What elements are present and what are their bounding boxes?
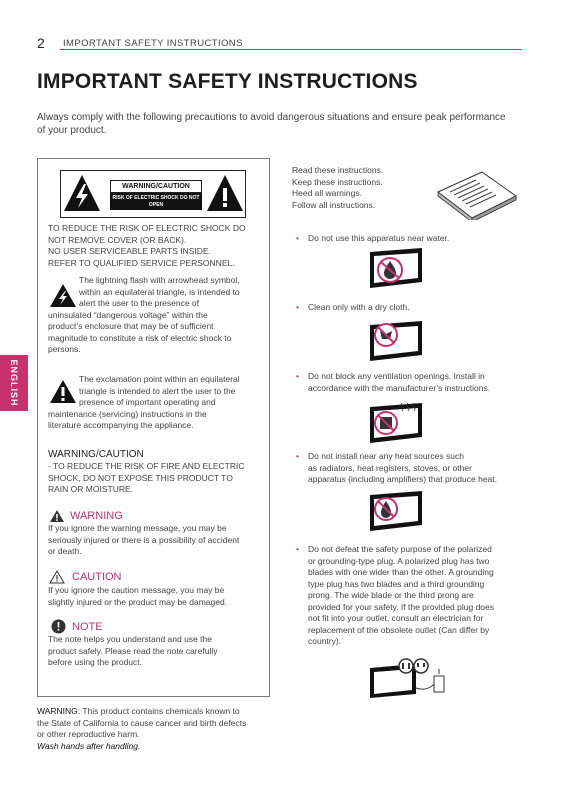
polarized-plug-tv-icon [366, 654, 456, 700]
lightning-line: within an equilateral triangle, is intended to [79, 286, 240, 297]
note-line: before using the product. [48, 657, 143, 667]
running-header: IMPORTANT SAFETY INSTRUCTIONS [63, 38, 243, 49]
bullet-dot: • [296, 302, 299, 312]
bullet-line: Do not use this apparatus near water. [308, 233, 450, 243]
shock-line: NOT REMOVE COVER (OR BACK). [48, 234, 187, 245]
no-wet-cloth-tv-icon [370, 321, 434, 363]
bullet-line: or grounding-type plug. A polarized plug has two [308, 555, 490, 566]
bullet-polarized-plug [296, 544, 521, 646]
note-line: product safely. Please read the note carefully [48, 645, 218, 656]
prop65-italic: Wash hands after handling. [37, 740, 141, 751]
bullet-line: Do not install near any heat sources such [308, 451, 464, 461]
note-line: The note helps you understand and use the [48, 634, 212, 644]
bullet-water [296, 233, 450, 245]
lightning-line: alert the user to the presence of [79, 298, 200, 308]
exclamation-triangle-icon [205, 172, 245, 214]
bullet-line: Clean only with a dry cloth. [308, 302, 410, 312]
warning-icon [49, 509, 65, 523]
bullet-line: accordance with the manufacturer’s instructions. [308, 382, 491, 393]
caution-caption-sub: RISK OF ELECTRIC SHOCK DO NOT OPEN [110, 193, 202, 210]
read-line: Read these instructions. [292, 165, 384, 175]
bullet-line: replacement of the obsolete outlet (Can differ by [308, 624, 490, 635]
bullet-text [308, 451, 497, 486]
bullet-line: blades with one wider than the other. A grounding [308, 567, 494, 577]
bullet-text [308, 544, 494, 648]
bullet-line: type plug has two blades and a third grounding [308, 578, 485, 589]
prop65-warning [37, 706, 277, 752]
exclaim-line: maintenance (servicing) instructions in the [48, 408, 207, 419]
read-instructions [292, 165, 383, 211]
shock-text [48, 223, 263, 269]
read-line: Follow all instructions. [292, 199, 376, 210]
page-title: IMPORTANT SAFETY INSTRUCTIONS [37, 70, 418, 93]
exclaim-text [48, 374, 263, 432]
bullet-dot: • [296, 371, 299, 381]
language-tab [0, 355, 28, 411]
caution-line: If you ignore the caution message, you may be [48, 585, 225, 595]
exclaim-line: literature accompanying the appliance. [48, 420, 194, 430]
warning-line: seriously injured or there is a possibility of accident [48, 534, 240, 545]
fire-line: - TO REDUCE THE RISK OF FIRE AND ELECTRIC [48, 461, 245, 471]
note-label: NOTE [72, 621, 103, 633]
language-label: ENGLISH [9, 359, 19, 407]
bullet-dot: • [296, 544, 299, 554]
bullet-line: as radiators, heat registers, stoves, or other [308, 462, 472, 473]
prop65-label: WARNING [37, 706, 78, 716]
bullet-dot: • [296, 451, 299, 461]
bullet-line: provided for your safety. If the provided plug does [308, 601, 495, 612]
manual-book-icon [436, 170, 518, 220]
shock-line: NO USER SERVICEABLE PARTS INSIDE. [48, 246, 211, 256]
warning-line: or death. [48, 546, 82, 556]
bullet-line: country). [308, 636, 342, 646]
prop65-line: the State of California to cause cancer and birth defects [37, 717, 247, 728]
header-rule [60, 49, 522, 50]
bullet-heat [296, 451, 521, 484]
lightning-line: product’s enclosure that may be of sufficient [48, 321, 214, 331]
note-text [48, 634, 266, 669]
shock-line: TO REDUCE THE RISK OF ELECTRIC SHOCK DO [48, 223, 246, 233]
bullet-dry-cloth [296, 302, 410, 314]
prop65-line: : This product contains chemicals known to [77, 706, 240, 716]
page-number: 2 [37, 35, 45, 51]
no-water-tv-icon [370, 248, 434, 290]
warning-label: WARNING [70, 510, 123, 522]
fire-line: RAIN OR MOISTURE. [48, 484, 134, 494]
bullet-dot: • [296, 233, 299, 243]
fire-text [48, 461, 263, 496]
bullet-text [308, 371, 490, 394]
bullet-line: prong. The wide blade or the third prong are [308, 590, 474, 600]
no-block-vent-tv-icon [370, 403, 434, 445]
note-icon [51, 619, 66, 634]
bullet-line: apparatus (including amplifiers) that produce heat. [308, 474, 497, 484]
lightning-line: uninsulated “dangerous voltage” within the [48, 309, 208, 320]
read-line: Keep these instructions. [292, 176, 383, 187]
lightning-text [48, 275, 263, 356]
intro-text: Always comply with the following precautions to avoid dangerous situations and ensure peak performance of your product. [37, 112, 506, 136]
exclaim-line: triangle is intended to alert the user to the [79, 385, 236, 396]
bullet-line: Do not block any ventilation openings. Install in [308, 371, 485, 381]
bullet-ventilation [296, 371, 521, 393]
no-heat-tv-icon [370, 491, 434, 533]
lightning-line: magnitude to constitute a risk of electric shock to [48, 332, 232, 343]
prop65-line: or other reproductive harm. [37, 729, 140, 739]
bullet-line: Do not defeat the safety purpose of the polarized [308, 544, 492, 554]
lightning-triangle-icon [62, 172, 102, 214]
caution-caption: WARNING/CAUTION [110, 180, 202, 193]
caution-text [48, 585, 266, 608]
warning-text [48, 523, 266, 558]
caution-label: CAUTION [72, 571, 122, 583]
shock-line: REFER TO QUALIFIED SERVICE PERSONNEL. [48, 257, 235, 268]
exclaim-line: presence of important operating and [79, 397, 216, 407]
lightning-line: persons. [48, 344, 81, 354]
caution-line: slightly injured or the product may be damaged. [48, 596, 228, 607]
fire-line: SHOCK, DO NOT EXPOSE THIS PRODUCT TO [48, 472, 233, 483]
fire-warning-title: WARNING/CAUTION [48, 449, 144, 460]
warning-line: If you ignore the warning message, you may be [48, 523, 227, 533]
read-line: Heed all warnings. [292, 188, 362, 198]
caution-icon [49, 570, 65, 584]
lightning-line: The lightning flash with arrowhead symbol, [79, 275, 240, 285]
exclaim-line: The exclamation point within an equilateral [79, 374, 240, 384]
bullet-line: not fit into your outlet, consult an electrician for [308, 613, 484, 623]
